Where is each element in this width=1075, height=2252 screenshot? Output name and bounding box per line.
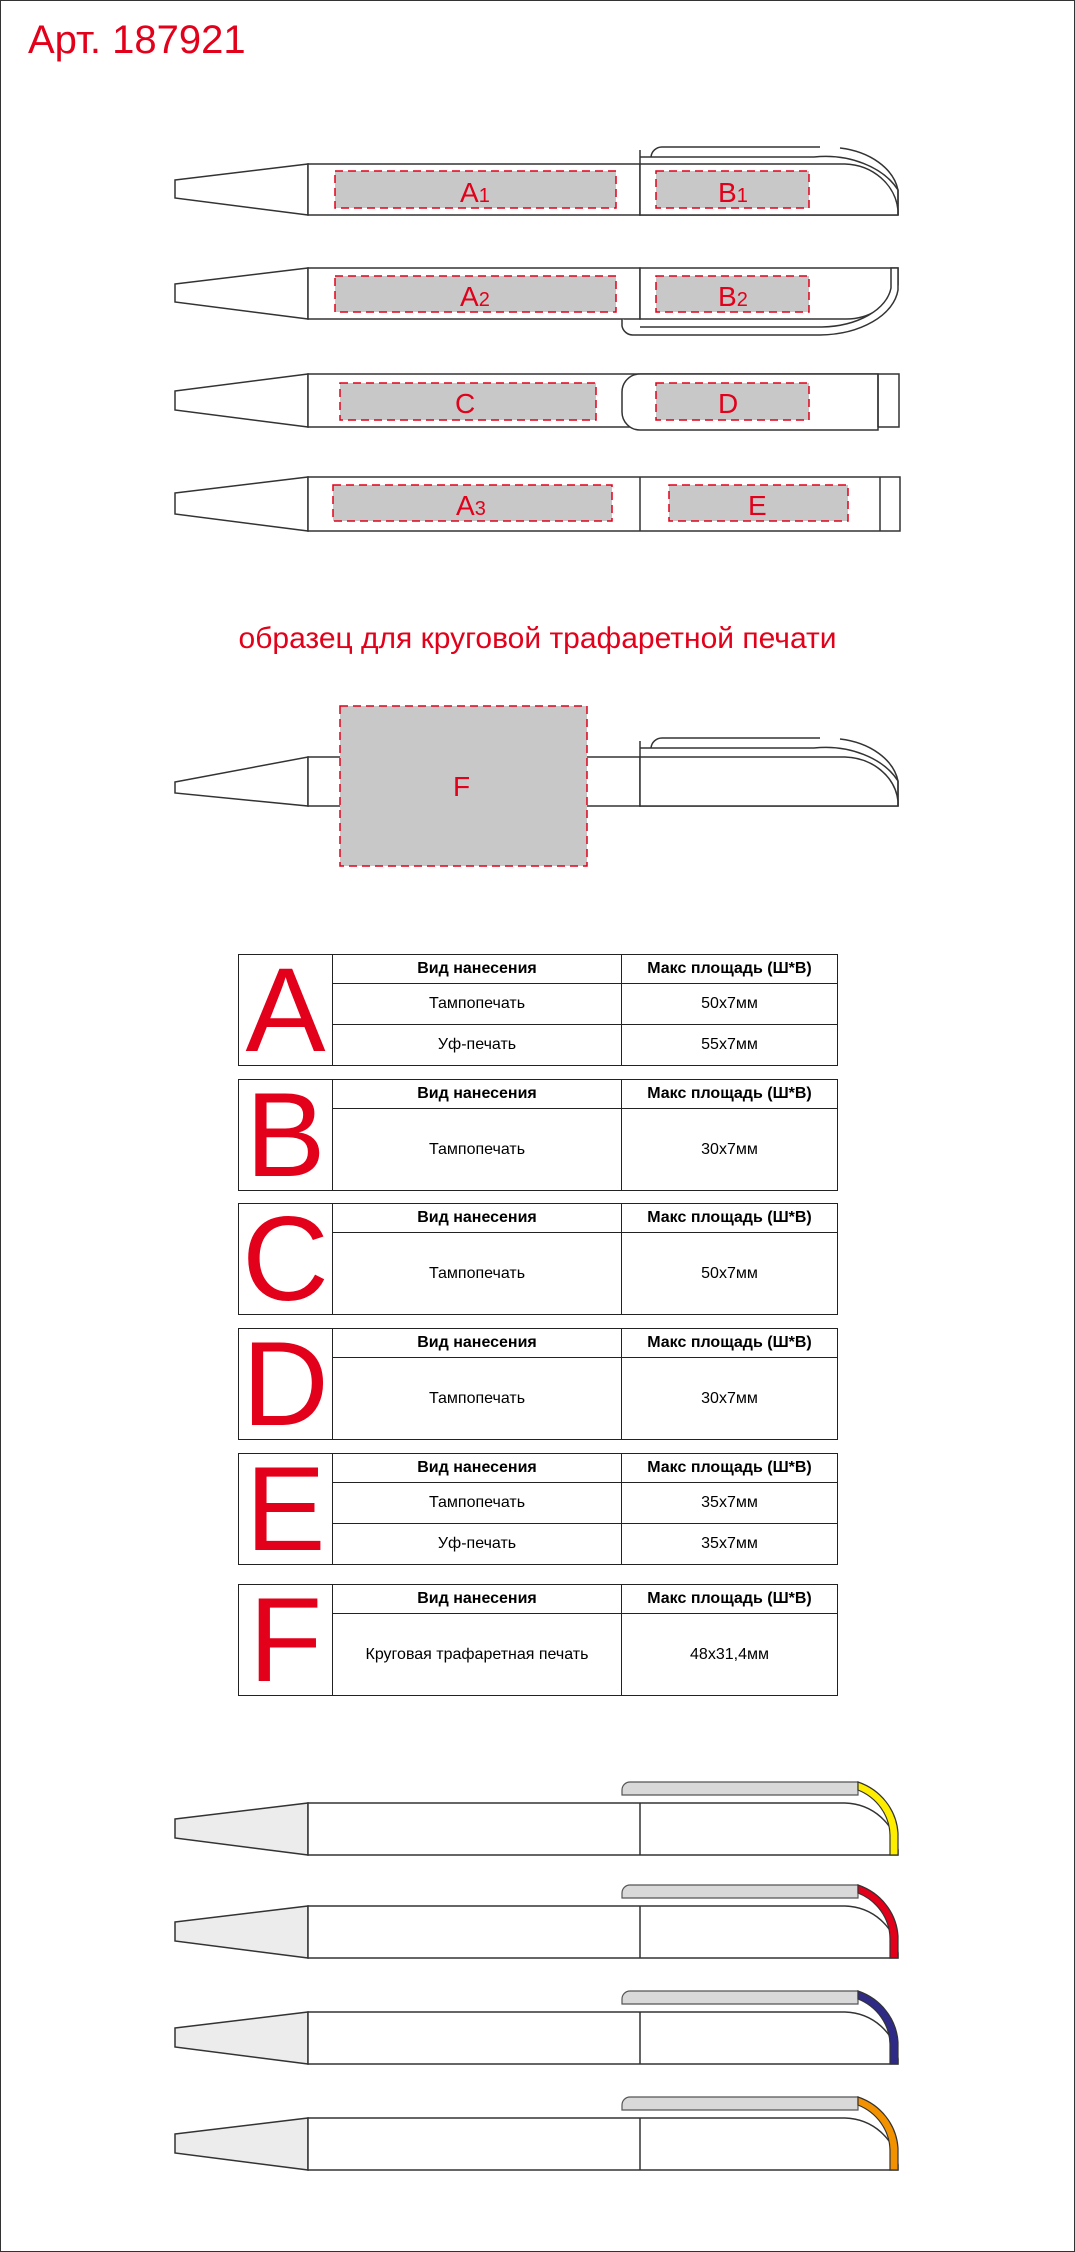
table-c bbox=[238, 1192, 838, 1326]
method-cell: Тампопечать bbox=[333, 984, 622, 1024]
zone-a2-label: A2 bbox=[460, 281, 490, 312]
area-cell: 50x7мм bbox=[701, 995, 758, 1012]
table-b bbox=[238, 1068, 838, 1202]
table-letter: D bbox=[239, 1329, 333, 1439]
area-cell: 30x7мм bbox=[701, 1140, 758, 1158]
header-area: Макс площадь (Ш*В) bbox=[647, 1459, 812, 1476]
zone-f-label: F bbox=[453, 771, 471, 802]
zone-e-label: E bbox=[748, 490, 767, 521]
table-letter: A bbox=[239, 955, 333, 1065]
method-cell: Уф-печать bbox=[333, 1524, 622, 1564]
method-cell: Тампопечать bbox=[333, 1233, 622, 1314]
table-letter: F bbox=[239, 1585, 333, 1695]
zone-b2-label: B2 bbox=[718, 281, 748, 312]
pen-view-3 bbox=[175, 374, 899, 430]
pen-view-4 bbox=[175, 477, 900, 531]
header-method: Вид нанесения bbox=[333, 1204, 622, 1232]
area-cell: 35x7мм bbox=[701, 1535, 758, 1552]
table-f bbox=[238, 1573, 838, 1707]
zone-a3-label: A3 bbox=[456, 490, 486, 521]
header-area: Макс площадь (Ш*В) bbox=[647, 960, 812, 977]
color-variant-pen bbox=[175, 1782, 898, 1855]
header-area: Макс площадь (Ш*В) bbox=[647, 1590, 812, 1607]
color-variant-pen bbox=[175, 1991, 898, 2064]
article-title: Арт. 187921 bbox=[28, 18, 246, 62]
round-screen-subtitle: образец для круговой трафаретной печати bbox=[238, 622, 837, 655]
area-cell: 55x7мм bbox=[701, 1036, 758, 1053]
color-variants bbox=[175, 1782, 898, 2170]
method-cell: Уф-печать bbox=[333, 1025, 622, 1065]
header-method: Вид нанесения bbox=[333, 955, 622, 983]
header-method: Вид нанесения bbox=[333, 1080, 622, 1108]
area-cell: 35x7мм bbox=[701, 1494, 758, 1511]
header-area: Макс площадь (Ш*В) bbox=[647, 1334, 812, 1351]
method-cell: Круговая трафаретная печать bbox=[333, 1614, 622, 1695]
table-letter: C bbox=[239, 1204, 333, 1314]
color-variant-pen bbox=[175, 2097, 898, 2170]
header-area: Макс площадь (Ш*В) bbox=[647, 1209, 812, 1226]
pen-view-1 bbox=[175, 147, 898, 215]
table-letter: E bbox=[239, 1454, 333, 1564]
zone-c-label: C bbox=[455, 388, 476, 419]
header-method: Вид нанесения bbox=[333, 1585, 622, 1613]
method-cell: Тампопечать bbox=[333, 1358, 622, 1439]
pen-view-5 bbox=[175, 706, 898, 866]
area-cell: 48x31,4мм bbox=[690, 1645, 769, 1663]
header-method: Вид нанесения bbox=[333, 1329, 622, 1357]
table-a bbox=[238, 943, 838, 1077]
color-variant-pen bbox=[175, 1885, 898, 1958]
zone-a1-label: A1 bbox=[460, 177, 490, 208]
header-area: Макс площадь (Ш*В) bbox=[647, 1085, 812, 1102]
area-cell: 30x7мм bbox=[701, 1389, 758, 1407]
table-e bbox=[238, 1442, 838, 1576]
table-d bbox=[238, 1317, 838, 1451]
method-cell: Тампопечать bbox=[333, 1109, 622, 1190]
zone-d-label: D bbox=[718, 388, 739, 419]
zone-b1-label: B1 bbox=[718, 177, 748, 208]
area-cell: 50x7мм bbox=[701, 1264, 758, 1282]
table-letter: B bbox=[239, 1080, 333, 1190]
method-cell: Тампопечать bbox=[333, 1483, 622, 1523]
pen-view-2 bbox=[175, 268, 898, 335]
header-method: Вид нанесения bbox=[333, 1454, 622, 1482]
